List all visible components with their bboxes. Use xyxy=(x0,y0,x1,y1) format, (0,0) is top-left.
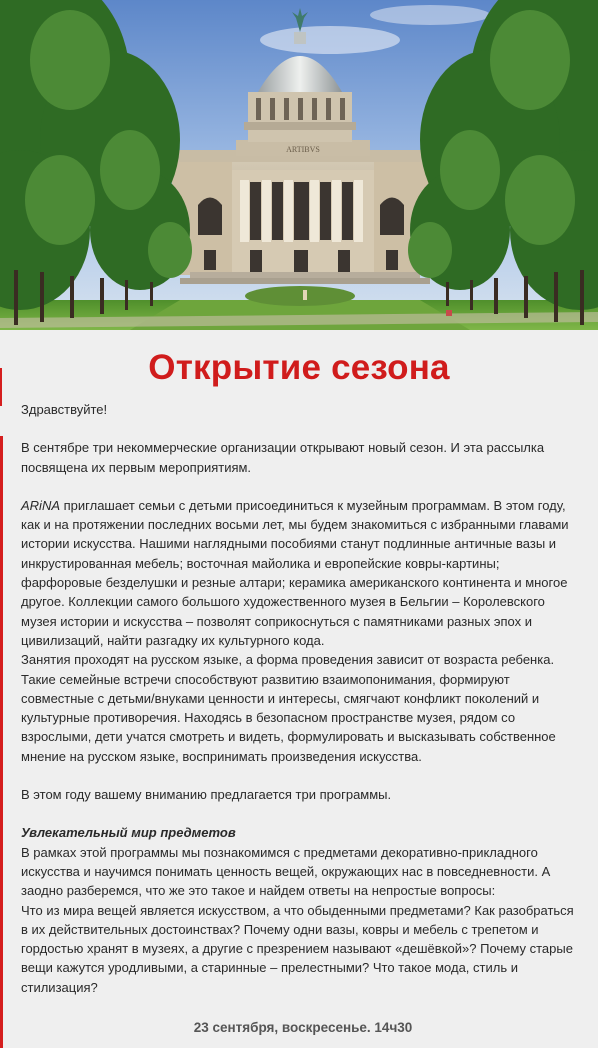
page-title: Открытие сезона xyxy=(148,348,450,387)
accent-bar xyxy=(0,436,3,1048)
arina-paragraph-2: Занятия проходят на русском языке, а форма проведения зависит от возраста ребенка. Такие семейные встречи способствуют развитию взаимопонимания, формируют совместные с детьми/внуками ценности и интересы, смягчают конфликт поколений и культурные противоречия. Находясь в безопасном пространстве музея, рядом со взрослыми, дети учатся смотреть и видеть, формулировать и высказывать собственное мнение на русском языке, воспринимать произведения искусства. xyxy=(21,652,556,764)
programs-intro: В этом году вашему вниманию предлагается три программы. xyxy=(21,787,392,803)
greeting-text: Здравствуйте! xyxy=(21,402,108,417)
program-title: Увлекательный мир предметов xyxy=(21,825,236,841)
pediment-inscription: ARTIBVS xyxy=(286,145,320,154)
program-description: В рамках этой программы мы познакомимся с предметами декоративно-прикладного искусства и научимся понимать ценность вещей, окружающих нас в повседневности. А заодно разберемся, что же это такое и найдем ответы на непростые вопросы: xyxy=(21,844,551,899)
event-date: 23 сентября, воскресенье. 14ч30 xyxy=(193,1020,413,1036)
accent-bar xyxy=(0,368,2,406)
intro-paragraph: В сентябре три некоммерческие организации открывают новый сезон. И эта рассылка посвящена их первым мероприятиям. xyxy=(21,440,545,475)
hero-image-museum xyxy=(0,0,598,330)
arina-name: ARiNA xyxy=(21,497,61,513)
arina-paragraph xyxy=(21,496,577,650)
arina-text: приглашает семьи с детьми присоединиться к музейным программам. В этом году, как и на протяжении последних восьми лет, мы будем знакомиться с избранными главами истории искусства. Нашими наглядными пособиями станут подлинные античные вазы и инкрустированная мебель; восточная майолика и европейские ковры-картины; фарфоровые безделушки и резные алтари; керамика американского континента и многое другое. Коллекции самого большого художественного музея в Бельгии – Королевского музея истории и искусства – позволят соприкоснуться с памятниками разных эпох и цивилизаций, найти разгадку их культурного кода. xyxy=(21,497,569,648)
program-questions: Что из мира вещей является искусством, а что обыденными предметами? Как разобраться в их действительных достоинствах? Почему одни вазы, ковры и мебель с трепетом и гордостью хранят в музеях, а другие с презрением называют «дешёвкой»? Почему старые вещи кажутся уродливыми, а старинные – прелестными? Что такое мода, стиль и стилизация? xyxy=(21,902,574,995)
newsletter-body xyxy=(21,330,577,1037)
